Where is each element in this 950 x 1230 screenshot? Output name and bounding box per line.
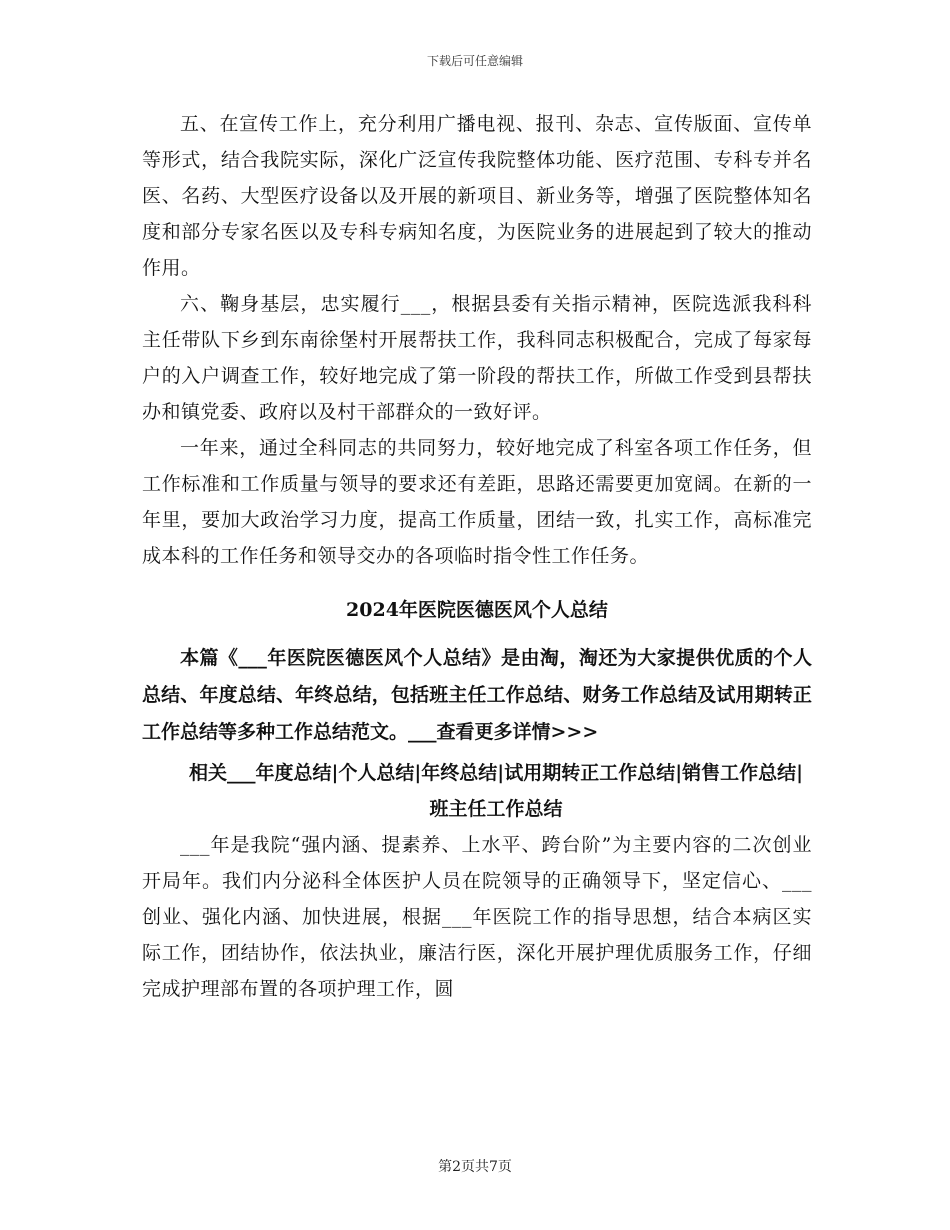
paragraph-opening-year: ___年是我院“强内涵、提素养、上水平、跨台阶”为主要内容的二次创业开局年。我们内分泌科全体医护人员在院领导的正确领导下，坚定信心、___创业、强化内涵、加快进展，根据___年医院工作的指导思想，结合本病区实际工作，团结协作，依法执业，廉洁行医，深化开展护理优质服务工作，仔细完成护理部布置的各项护理工作，圆 bbox=[142, 834, 812, 1000]
related-links[interactable]: 相关___年度总结|个人总结|年终总结|试用期转正工作总结|销售工作总结|班主任工作总结 bbox=[188, 762, 804, 820]
paragraph-year-summary: 一年来，通过全科同志的共同努力，较好地完成了科室各项工作任务，但工作标准和工作质量与领导的要求还有差距，思路还需要更加宽阔。在新的一年里，要加大政治学习力度，提高工作质量，团结一致，扎实工作，高标准完成本科的工作任务和领导交办的各项临时指令性工作任务。 bbox=[142, 437, 812, 567]
paragraph-grassroots: 六、鞠身基层，忠实履行___，根据县委有关指示精神，医院选派我科科主任带队下乡到东南徐堡村开展帮扶工作，我科同志积极配合，完成了每家每户的入户调查工作，较好地完成了第一阶段的帮扶工作，所做工作受到县帮扶办和镇党委、政府以及村干部群众的一致好评。 bbox=[142, 293, 812, 423]
document-body bbox=[142, 106, 812, 1007]
page-header: 下载后可任意编辑 bbox=[426, 54, 523, 68]
intro-paragraph: 本篇《___年医院医德医风个人总结》是由淘，淘还为大家提供优质的个人总结、年度总结、年终总结，包括班主任工作总结、财务工作总结及试用期转正工作总结等多种工作总结范文。___查看更多详情>>> bbox=[142, 647, 812, 743]
section-title: 2024年医院医德医风个人总结 bbox=[346, 599, 608, 621]
page-footer: 第2页共7页 bbox=[438, 1159, 512, 1175]
paragraph-publicity: 五、在宣传工作上，充分利用广播电视、报刊、杂志、宣传版面、宣传单等形式，结合我院实际，深化广泛宣传我院整体功能、医疗范围、专科专并名医、名药、大型医疗设备以及开展的新项目、新业务等，增强了医院整体知名度和部分专家名医以及专科专病知名度，为医院业务的进展起到了较大的推动作用。 bbox=[142, 113, 812, 279]
